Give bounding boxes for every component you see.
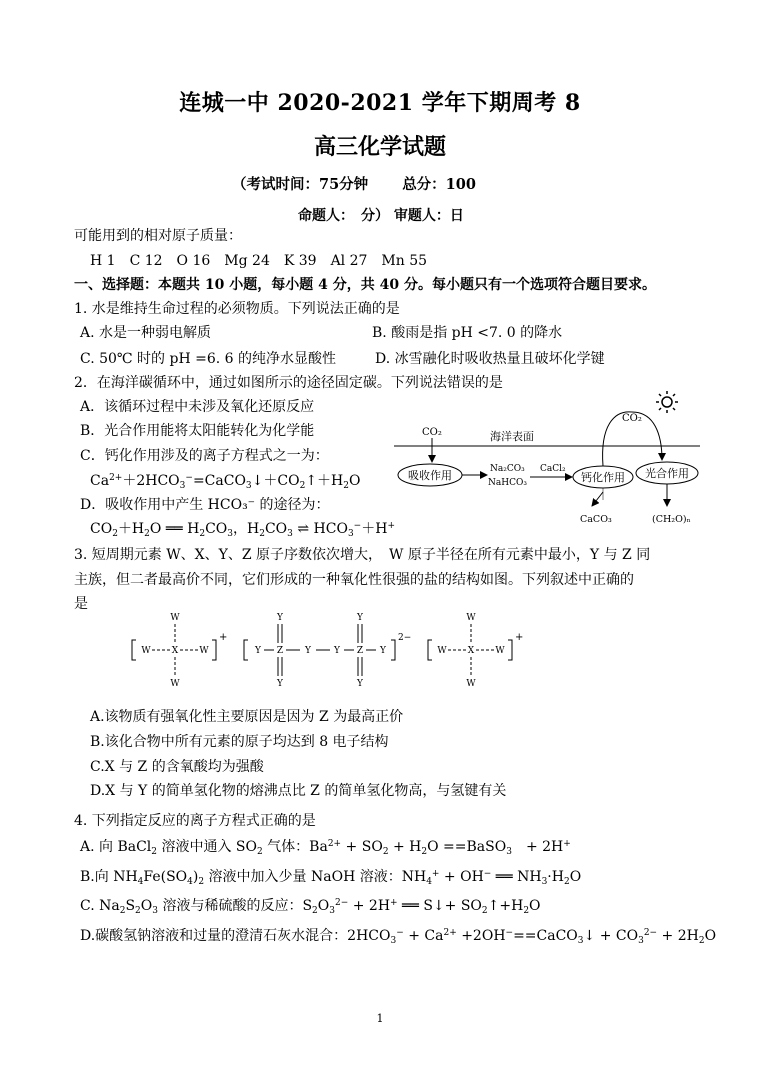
absorb-label: 吸收作用: [408, 469, 452, 482]
q4-option-c: C. $Na_2S_2O_3$ 溶液与稀硫酸的反应：$S_2O_3^{2-} + 2H^+$ ══ S↓+ $SO_2↑+H_2O$: [80, 898, 541, 916]
atom-y-top-right: Y: [357, 613, 363, 623]
atom-w-top: W: [170, 613, 180, 623]
sun-icon: [656, 391, 678, 413]
cation-left: [132, 613, 227, 689]
q1-option-c: C. 50℃ 时的 pH =6. 6 的纯净水显酸性: [80, 351, 337, 367]
na2co3-label: Na₂CO₃: [490, 464, 525, 474]
exam-authors: 命题人： 分） 审题人：日: [298, 208, 464, 224]
atom-w-left: W: [141, 646, 151, 656]
atom-y-bridge-right: Y: [334, 646, 340, 656]
section-heading: 一、选择题：本题共 10 小题，每小题 4 分，共 40 分。每小题只有一个选项符合题目要求。: [74, 277, 656, 293]
ch2o-label: (CH₂O)ₙ: [652, 514, 691, 525]
charge-plus-right: +: [515, 632, 524, 643]
bracket-right-open: [428, 640, 432, 660]
q4-option-d: D.碳酸氢钠溶液和过量的澄清石灰水混合：$2HCO_3^- + Ca^{2+}$ +2OH−==CaCO$_3$↓ + $CO_3^{2-} + 2H_2O$: [80, 928, 717, 946]
q2-option-a: A．该循环过程中未涉及氧化还原反应: [80, 399, 315, 415]
q3-option-b: B.该化合物中所有元素的原子均达到 8 电子结构: [90, 734, 389, 750]
atom-w-right-2: W: [495, 646, 505, 656]
exam-subtitle: 高三化学试题: [313, 134, 446, 160]
caco3-label: CaCO₃: [580, 514, 612, 525]
q3-stem-line2: 主族，但二者最高价不同，它们形成的一种氧化性很强的盐的结构如图。下列叙述中正确的: [74, 572, 634, 588]
co2-top-label: CO₂: [622, 413, 642, 424]
atom-z-left: Z: [276, 646, 284, 656]
atom-x-2: X: [467, 646, 475, 656]
charge-plus-left: +: [219, 632, 228, 643]
co2-left-label: CO₂: [422, 427, 442, 438]
atom-y-bottom-left: Y: [277, 679, 283, 689]
calcify-label: 钙化作用: [581, 471, 625, 484]
q3-stem-line3: 是: [74, 596, 88, 612]
atom-w-right: W: [199, 646, 209, 656]
q3-option-a: A.该物质有强氧化性主要原因是因为 Z 为最高正价: [90, 709, 404, 725]
q4-option-b: B.向 $NH_4Fe(SO_4)_2$ 溶液中加入少量 NaOH 溶液：$NH_4^+ + OH^-$ ══ $NH_3\cdot H_2O$: [80, 869, 582, 887]
photo-label: 光合作用: [645, 467, 689, 480]
q2-option-c: C．钙化作用涉及的离子方程式之一为：: [80, 448, 329, 464]
anion-center: [244, 613, 411, 689]
bracket-center-open: [244, 640, 248, 660]
cation-right: [428, 613, 523, 689]
bracket-center-close: [391, 640, 395, 660]
charge-two-minus: 2−: [398, 633, 412, 643]
q2-option-d: D．吸收作用中产生 HCO₃⁻ 的途径为：: [80, 497, 330, 513]
atom-x: X: [171, 646, 179, 656]
q3-option-d: D.X 与 Y 的简单氢化物的熔沸点比 Z 的简单氢化物高，与氢键有关: [90, 783, 507, 799]
atom-w-bottom-2: W: [466, 679, 476, 689]
total-score: 总分：100: [402, 176, 476, 193]
q4-stem: 4. 下列指定反应的离子方程式正确的是: [74, 813, 316, 829]
exam-title: 连城一中 2020-2021 学年下期周考 8: [179, 90, 581, 116]
q2-equation-c: $Ca^{2+}+2HCO_3^-=CaCO_3↓+CO_2↑+H_2O$: [90, 473, 361, 491]
atom-w-left-2: W: [437, 646, 447, 656]
atom-w-bottom: W: [170, 679, 180, 689]
q1-option-d: D. 冰雪融化时吸收热量且破坏化学键: [375, 351, 605, 367]
exam-time: （考试时间：75分钟: [232, 176, 369, 193]
atom-w-top-2: W: [466, 613, 476, 623]
q3-stem-line1: 3. 短周期元素 W、X、Y、Z 原子序数依次增大， W 原子半径在所有元素中最小，Y 与 Z 同: [74, 547, 651, 563]
q4-option-a: A. 向 BaCl$_2$ 溶液中通入 $SO_2$ 气体：$Ba^{2+} + SO_2 + H_2O$ ==BaSO$_3$ + 2H+: [80, 839, 571, 857]
page-number: 1: [376, 1012, 384, 1025]
atomic-mass-label: 可能用到的相对原子质量：: [74, 228, 242, 244]
atom-y-bottom-right: Y: [357, 679, 363, 689]
q2-stem: 2．在海洋碳循环中，通过如图所示的途径固定碳。下列说法错误的是: [74, 375, 503, 391]
nahco3-label: NaHCO₃: [488, 478, 527, 488]
atom-y-bridge-left: Y: [305, 646, 311, 656]
carbon-cycle-diagram: [392, 388, 708, 530]
cacl2-label: CaCl₂: [540, 464, 566, 474]
q1-stem: 1. 水是维持生命过程的必须物质。下列说法正确的是: [74, 301, 400, 317]
q2-option-b: B．光合作用能将太阳能转化为化学能: [80, 423, 315, 439]
bracket-left-close: [212, 640, 216, 660]
atom-y-top-left: Y: [277, 613, 283, 623]
sea-surface-label: 海洋表面: [490, 430, 534, 443]
atomic-mass-values: H 1 C 12 O 16 Mg 24 K 39 Al 27 Mn 55: [90, 253, 428, 269]
q1-option-a: A. 水是一种弱电解质: [80, 325, 212, 341]
bracket-right-close: [508, 640, 512, 660]
atom-z-right: Z: [356, 646, 364, 656]
atom-y-right: Y: [380, 646, 386, 656]
q2-equation-d: $CO_2+H_2O$ ══ $H_2CO_3$，$H_2CO_3$ ⇌ $HCO_3^-+H^+$: [90, 521, 395, 539]
salt-structure-diagram: [128, 610, 538, 690]
q3-option-c: C.X 与 Z 的含氧酸均为强酸: [90, 759, 264, 775]
exam-meta: [232, 173, 476, 194]
bracket-left-open: [132, 640, 136, 660]
q1-option-b: B. 酸雨是指 pH <7. 0 的降水: [372, 325, 563, 341]
caco3-arrow: [592, 492, 603, 506]
atom-y-left: Y: [255, 646, 261, 656]
